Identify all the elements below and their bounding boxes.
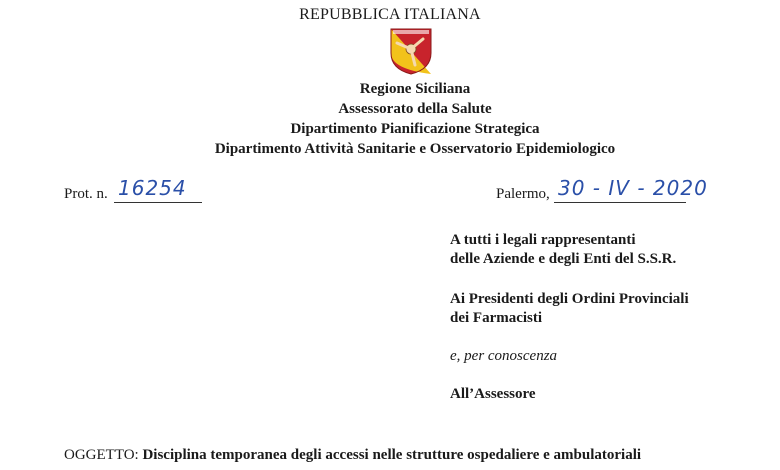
header-institution	[0, 79, 780, 159]
recipient-2-line-1: Ai Presidenti degli Ordini Provinciali	[450, 291, 689, 307]
header-region: Regione Siciliana	[359, 81, 471, 97]
sicily-coat-of-arms-icon	[389, 27, 433, 75]
place-label: Palermo,	[496, 186, 550, 202]
header-assessorato: Assessorato della Salute	[338, 101, 492, 117]
cc-label: e, per conoscenza	[450, 348, 558, 364]
protocol-label: Prot. n.	[64, 186, 108, 202]
date-underline	[554, 202, 686, 203]
subject-label: OGGETTO:	[64, 447, 139, 463]
recipient-2-line-2: dei Farmacisti	[450, 310, 543, 326]
recipient-3: All’Assessore	[450, 386, 536, 402]
protocol-underline	[114, 202, 202, 203]
header-department-2: Dipartimento Attività Sanitarie e Osservatorio Epidemiologico	[214, 141, 616, 157]
recipient-1-line-1: A tutti i legali rappresentanti	[450, 232, 636, 248]
subject-line	[64, 447, 641, 464]
header-department-1: Dipartimento Pianificazione Strategica	[290, 121, 540, 137]
subject-text: Disciplina temporanea degli accessi nelle strutture ospedaliere e ambulatoriali	[142, 447, 642, 463]
handwritten-date: 30 - IV - 2020	[558, 176, 708, 200]
protocol-number: 16254	[118, 176, 187, 200]
header-republic: REPUBBLICA ITALIANA	[299, 6, 481, 23]
recipient-1-line-2: delle Aziende e degli Enti del S.S.R.	[450, 251, 677, 267]
